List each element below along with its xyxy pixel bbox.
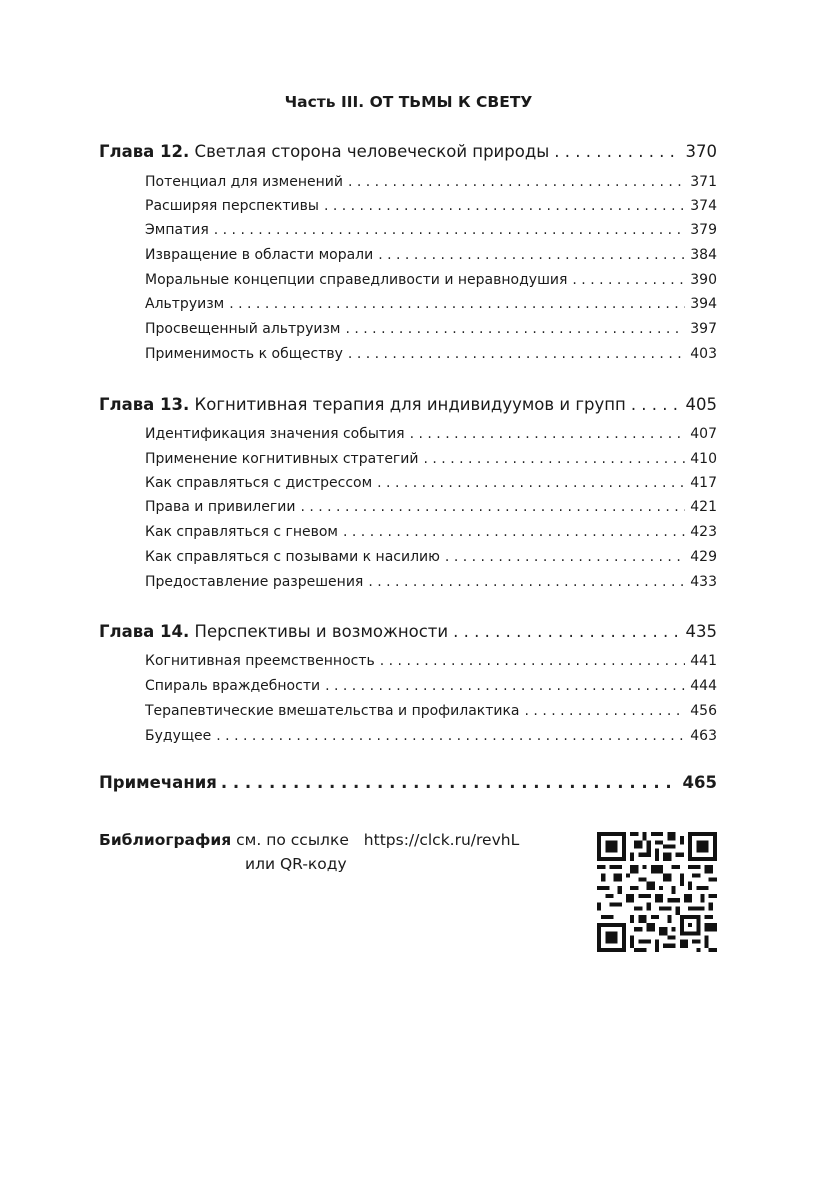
leader-dots (348, 346, 685, 362)
section-title: Моральные концепции справедливости и неравнодушия (145, 272, 568, 288)
chapter-title: Когнитивная терапия для индивидуумов и групп (194, 395, 626, 414)
chapter-number: Глава 13. (99, 395, 190, 414)
page-number: 410 (690, 451, 717, 467)
page-number: 423 (690, 524, 717, 540)
toc-section[interactable] (145, 574, 717, 590)
toc-section[interactable] (145, 499, 717, 515)
leader-dots (300, 499, 685, 515)
leader-dots (343, 524, 685, 540)
toc-section[interactable] (145, 222, 717, 238)
toc-notes[interactable] (99, 773, 717, 792)
toc-section[interactable] (145, 678, 717, 694)
toc-section[interactable] (145, 426, 717, 442)
leader-dots (345, 321, 685, 337)
section-title: Терапевтические вмешательства и профилактика (145, 703, 520, 719)
section-title: Просвещенный альтруизм (145, 321, 341, 337)
page-number: 374 (690, 198, 717, 214)
page-number: 435 (685, 622, 717, 641)
page-number: 397 (690, 321, 717, 337)
page-number: 403 (690, 346, 717, 362)
section-title: Когнитивная преемственность (145, 653, 375, 669)
toc-section[interactable] (145, 296, 717, 312)
leader-dots (221, 773, 679, 792)
bibliography-title: Библиография (99, 831, 232, 849)
bibliography (99, 828, 519, 876)
toc-chapter-13[interactable] (99, 395, 717, 414)
section-title: Права и привилегии (145, 499, 296, 515)
section-title: Расширяя перспективы (145, 198, 319, 214)
page-number: 394 (690, 296, 717, 312)
toc-chapter-12[interactable] (99, 142, 717, 161)
leader-dots (229, 296, 685, 312)
leader-dots (453, 622, 680, 641)
page-number: 463 (690, 728, 717, 744)
toc-section[interactable] (145, 653, 717, 669)
leader-dots (216, 728, 685, 744)
section-title: Будущее (145, 728, 212, 744)
section-title: Как справляться с позывами к насилию (145, 549, 440, 565)
bibliography-qr-note: или QR-коду (245, 855, 347, 873)
notes-title: Примечания (99, 773, 217, 792)
toc-section[interactable] (145, 524, 717, 540)
bibliography-link[interactable]: https://clck.ru/revhL (363, 831, 520, 849)
leader-dots (554, 142, 680, 161)
toc-section[interactable] (145, 321, 717, 337)
section-title: Как справляться с дистрессом (145, 475, 373, 491)
part-title: Часть III. ОТ ТЬМЫ К СВЕТУ (284, 93, 533, 111)
toc-section[interactable] (145, 549, 717, 565)
toc-section[interactable] (145, 475, 717, 491)
section-title: Предоставление разрешения (145, 574, 364, 590)
leader-dots (325, 678, 685, 694)
bibliography-text: см. по ссылке (236, 831, 349, 849)
section-title: Как справляться с гневом (145, 524, 338, 540)
page-number: 370 (685, 142, 717, 161)
leader-dots (324, 198, 685, 214)
leader-dots (380, 653, 686, 669)
leader-dots (424, 451, 686, 467)
page-number: 371 (690, 174, 717, 190)
section-title: Применимость к обществу (145, 346, 343, 362)
section-title: Альтруизм (145, 296, 225, 312)
chapter-number: Глава 14. (99, 622, 190, 641)
page-number: 384 (690, 247, 717, 263)
toc-section[interactable] (145, 272, 717, 288)
page-number: 379 (690, 222, 717, 238)
page-number: 444 (690, 678, 717, 694)
leader-dots (631, 395, 681, 414)
section-title: Извращение в области морали (145, 247, 374, 263)
page-number: 465 (682, 773, 717, 792)
toc-section[interactable] (145, 174, 717, 190)
page-number: 407 (690, 426, 717, 442)
toc-section[interactable] (145, 247, 717, 263)
leader-dots (572, 272, 685, 288)
section-title: Идентификация значения события (145, 426, 405, 442)
leader-dots (410, 426, 686, 442)
page-number: 429 (690, 549, 717, 565)
toc-section[interactable] (145, 703, 717, 719)
section-title: Потенциал для изменений (145, 174, 343, 190)
leader-dots (377, 475, 685, 491)
section-title: Применение когнитивных стратегий (145, 451, 419, 467)
page-number: 390 (690, 272, 717, 288)
toc-chapter-14[interactable] (99, 622, 717, 641)
page-number: 433 (690, 574, 717, 590)
qr-code-icon[interactable] (597, 832, 717, 952)
toc-section[interactable] (145, 728, 717, 744)
page-number: 405 (685, 395, 717, 414)
page-number: 421 (690, 499, 717, 515)
toc-section[interactable] (145, 451, 717, 467)
page-number: 456 (690, 703, 717, 719)
toc-section[interactable] (145, 346, 717, 362)
chapter-number: Глава 12. (99, 142, 190, 161)
leader-dots (378, 247, 685, 263)
leader-dots (348, 174, 685, 190)
chapter-title: Светлая сторона человеческой природы (194, 142, 550, 161)
section-title: Спираль враждебности (145, 678, 321, 694)
toc-section[interactable] (145, 198, 717, 214)
page-number: 441 (690, 653, 717, 669)
section-title: Эмпатия (145, 222, 209, 238)
chapter-title: Перспективы и возможности (194, 622, 449, 641)
leader-dots (214, 222, 686, 238)
leader-dots (525, 703, 686, 719)
leader-dots (368, 574, 685, 590)
page-number: 417 (690, 475, 717, 491)
leader-dots (445, 549, 685, 565)
